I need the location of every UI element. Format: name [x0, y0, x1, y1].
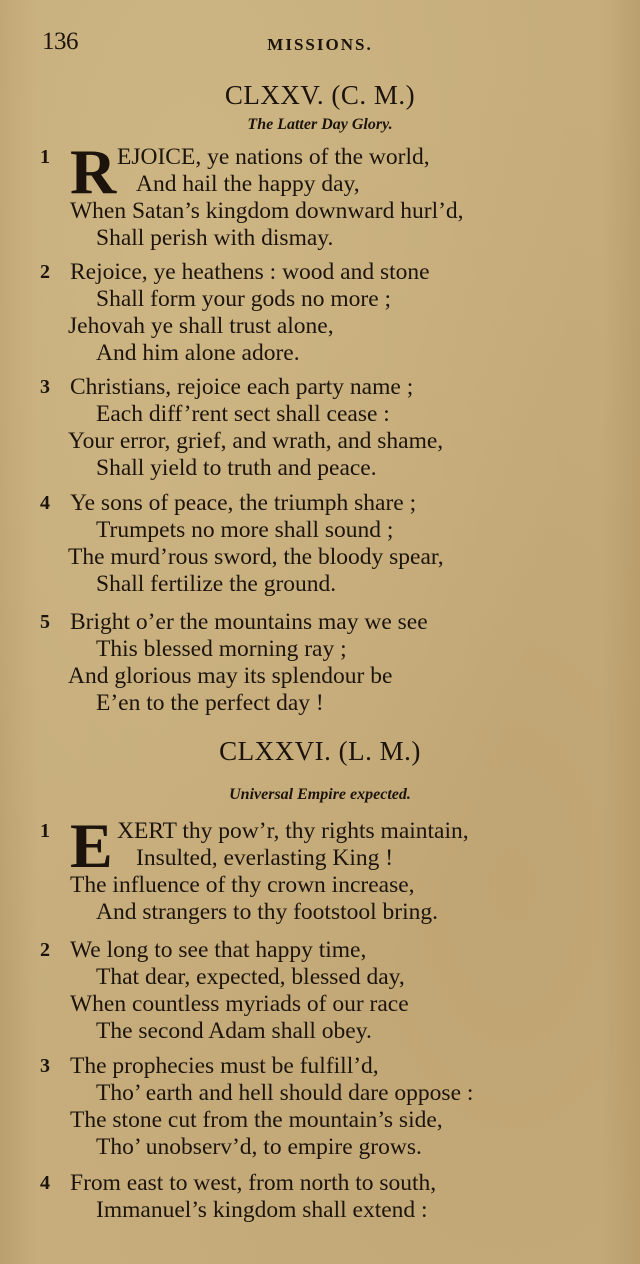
stanza-number: 5: [40, 611, 50, 633]
verse-line: The prophecies must be fulfill’d,: [70, 1053, 379, 1079]
verse-line: We long to see that happy time,: [70, 937, 367, 963]
stanza-number: 2: [40, 261, 50, 283]
verse-line: Immanuel’s kingdom shall extend :: [96, 1197, 428, 1223]
drop-cap: E: [70, 810, 113, 881]
running-head: [0, 28, 640, 68]
page-number: 136: [42, 28, 78, 55]
stanza-number: 4: [40, 492, 50, 514]
verse-line: From east to west, from north to south,: [70, 1170, 437, 1196]
verse-line: Tho’ unobserv’d, to empire grows.: [96, 1134, 422, 1160]
stanza-number: 3: [40, 376, 50, 398]
drop-cap: R: [70, 136, 117, 207]
stanza-number: 1: [40, 146, 50, 168]
verse-line: The second Adam shall obey.: [96, 1018, 372, 1044]
hymn-subtitle: The Latter Day Glory.: [247, 116, 393, 133]
verse-line: Jehovah ye shall trust alone,: [68, 313, 334, 339]
verse-line: Bright o’er the mountains may we see: [70, 609, 428, 635]
stanza-number: 3: [40, 1055, 50, 1077]
verse-line: Trumpets no more shall sound ;: [96, 517, 394, 543]
stanza-number: 4: [40, 1172, 50, 1194]
verse-line: Your error, grief, and wrath, and shame,: [68, 428, 444, 454]
verse-line: And glorious may its splendour be: [68, 663, 393, 689]
verse-line: The murd’rous sword, the bloody spear,: [68, 544, 444, 570]
verse-line: Rejoice, ye heathens : wood and stone: [70, 259, 430, 285]
verse-line: Christians, rejoice each party name ;: [70, 374, 414, 400]
section-title: MISSIONS.: [267, 35, 373, 54]
verse-line: EJOICE, ye nations of the world,: [117, 144, 430, 170]
verse-line: And him alone adore.: [96, 340, 300, 366]
verse-line: E’en to the perfect day !: [96, 690, 324, 716]
verse-line: And hail the happy day,: [136, 171, 360, 197]
verse-line: Insulted, everlasting King !: [136, 845, 394, 871]
verse-line: The stone cut from the mountain’s side,: [70, 1107, 443, 1133]
verse-line: The influence of thy crown increase,: [70, 872, 415, 898]
verse-line: When Satan’s kingdom downward hurl’d,: [70, 198, 464, 224]
verse-line: That dear, expected, blessed day,: [96, 964, 405, 990]
verse-line: And strangers to thy footstool bring.: [96, 899, 439, 925]
verse-line: Shall perish with dismay.: [96, 225, 334, 251]
verse-line: Shall fertilize the ground.: [96, 571, 337, 597]
hymn-subtitle: Universal Empire expected.: [229, 786, 411, 803]
stanza-number: 1: [40, 820, 50, 842]
verse-line: XERT thy pow’r, thy rights maintain,: [117, 818, 469, 844]
verse-line: Shall yield to truth and peace.: [96, 455, 377, 481]
verse-line: Each diff’rent sect shall cease :: [96, 401, 390, 427]
stanza-number: 2: [40, 939, 50, 961]
verse-line: Ye sons of peace, the triumph share ;: [70, 490, 417, 516]
verse-line: Tho’ earth and hell should dare oppose :: [96, 1080, 474, 1106]
hymn-title: CLXXV. (C. M.): [224, 80, 416, 110]
verse-line: This blessed morning ray ;: [96, 636, 347, 662]
verse-line: Shall form your gods no more ;: [96, 286, 392, 312]
verse-line: When countless myriads of our race: [70, 991, 409, 1017]
hymn-title: CLXXVI. (L. M.): [219, 736, 421, 766]
